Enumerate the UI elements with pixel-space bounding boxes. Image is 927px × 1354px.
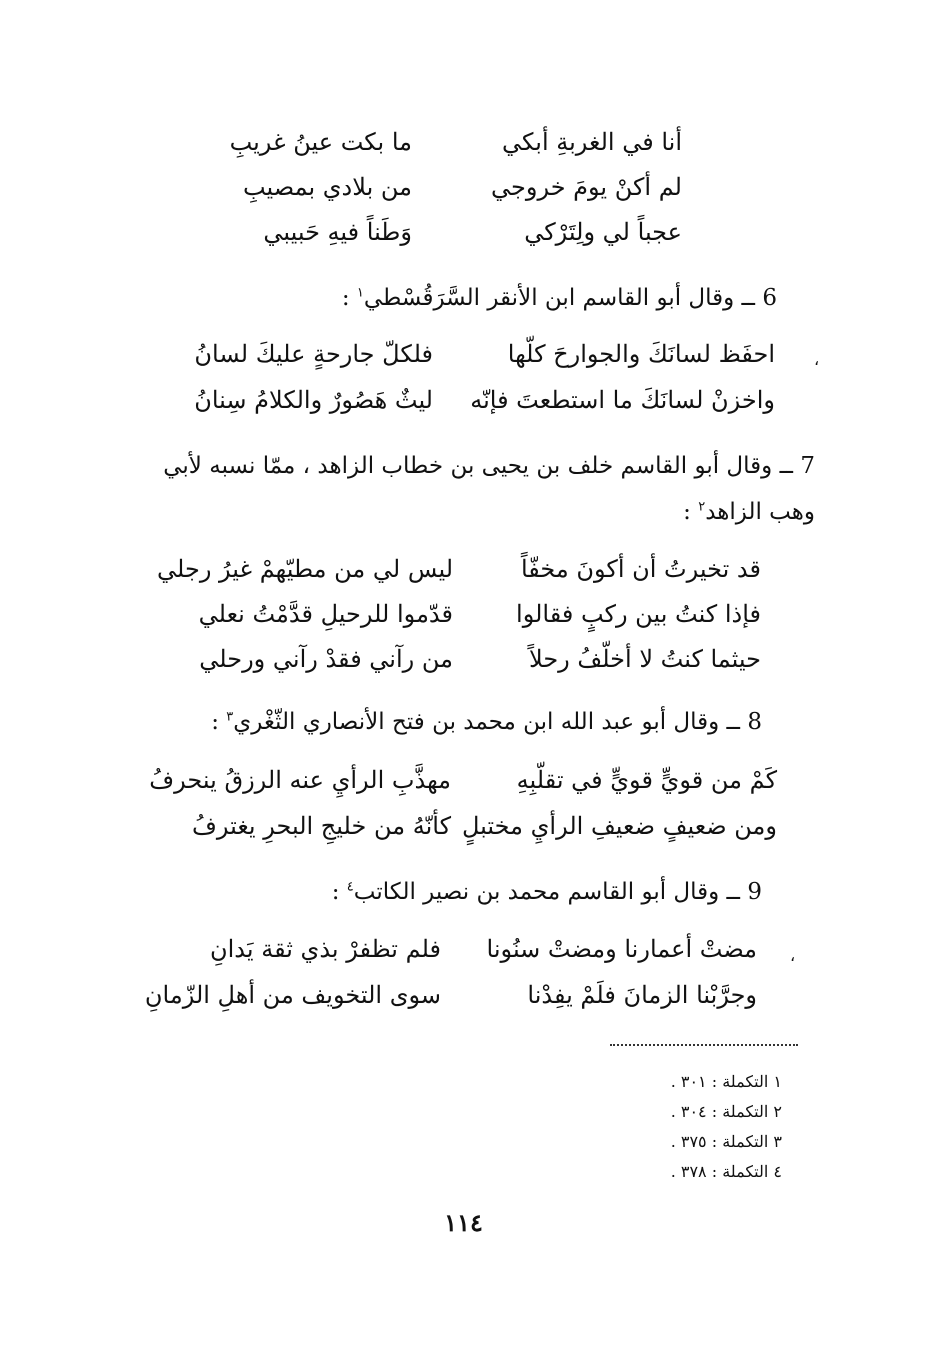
second-hemistich: ما بكت عينُ غريبِ [229,128,412,156]
margin-mark: ، [814,350,820,369]
first-hemistich: قد تخيرتُ أن أكونَ مخفّاً [520,555,761,583]
second-hemistich: من بلادي بمصيبِ [242,173,412,201]
section-heading [342,282,777,314]
heading-colon: : [331,879,347,905]
page-number: ١١٤ [444,1208,483,1237]
heading-colon: : [341,285,357,311]
heading-text: 8 ــ وقال أبو عبد الله ابن محمد بن فتح الأنصاري الثّغْري [233,709,762,735]
second-hemistich: قدّموا للرحيلِ قدَّمْتُ نعلي [198,600,453,628]
first-hemistich: لم أكنْ يومَ خروجي [491,173,682,201]
verse-line [199,598,761,630]
verse-line [243,171,682,203]
footnote: ٣ التكملة : ٣٧٥ . [670,1132,782,1151]
section-heading [332,876,762,908]
verse-line [230,126,682,158]
second-hemistich: سوى التخويف من أهلِ الزّمانِ [144,981,441,1009]
second-hemistich: ليثٌ هَصُورٌ والكلامُ سِنانُ [194,386,433,414]
verse-line [157,553,761,585]
first-hemistich: أنا في الغربةِ أبكي [502,128,682,156]
second-hemistich: كأنّهُ من خليجِ البحرِ يغترفُ [191,812,451,840]
footnote-ref: ١ [356,285,364,301]
section-heading [163,450,815,482]
heading-text: وهب الزاهد [705,499,815,525]
heading-colon: : [211,709,227,735]
second-hemistich: وَطَناً فيهِ حَبيبي [263,218,412,246]
footnote-separator [610,1044,798,1046]
footnote: ١ التكملة : ٣٠١ . [670,1072,782,1091]
second-hemistich: من رآني فقدْ رآني ورحلي [199,645,453,673]
first-hemistich: حيثما كنتُ لا أخلّفُ رحلاً [529,645,761,673]
first-hemistich: مضتْ أعمارنا ومضتْ سنُونا [486,935,757,963]
verse-line [199,643,761,675]
heading-text: 9 ــ وقال أبو القاسم محمد بن نصير الكاتب [353,879,762,905]
heading-continuation [683,496,815,528]
verse-line [263,216,682,248]
footnote-ref: ٢ [698,499,706,515]
verse-line [194,384,775,416]
second-hemistich: مهذَّبِ الرأيِ عنه الرزقُ ينحرفُ [149,766,451,794]
verse-line [210,933,757,965]
first-hemistich: وجرَّبْنا الزمانَ فلَمْ يفِدْنا [527,981,757,1009]
footnote-ref: ٤ [346,879,354,895]
verse-line [149,764,777,796]
second-hemistich: فلم تظفرْ بذي ثقة يَدانِ [210,935,441,963]
heading-colon: : [683,499,699,525]
section-heading [211,706,762,738]
first-hemistich: كَمْ من قويٍّ قويٍّ في تقلّبِهِ [516,766,777,794]
footnote-ref: ٣ [226,709,234,725]
verse-line [145,979,757,1011]
first-hemistich: فإذا كنتُ بين ركبٍ فقالوا [516,600,761,628]
footnote: ٢ التكملة : ٣٠٤ . [670,1102,782,1121]
margin-mark: ، [790,946,796,965]
footnote: ٤ التكملة : ٣٧٨ . [670,1162,782,1181]
second-hemistich: ليس لي من مطيّهمْ غيرُ رجلي [157,555,453,583]
first-hemistich: واخزنْ لسانَكَ ما استطعتَ فإنّه [470,386,775,414]
verse-line [194,338,775,370]
first-hemistich: احفَظ لسانَكَ والجوارحَ كلّها [507,340,775,368]
heading-text: 7 ــ وقال أبو القاسم خلف بن يحيى بن خطاب الزاهد ، ممّا نسبه لأبي [163,453,815,479]
first-hemistich: عجباً لي ولِتَرْكي [524,218,682,246]
verse-line [192,810,777,842]
heading-text: 6 ــ وقال أبو القاسم ابن الأنقر السَّرَقُسْطي [363,285,777,311]
first-hemistich: ومن ضعيفٍ ضعيفِ الرأيِ مختبلٍ [462,812,777,840]
second-hemistich: فلكلّ جارحةٍ عليكَ لسانُ [194,340,433,368]
